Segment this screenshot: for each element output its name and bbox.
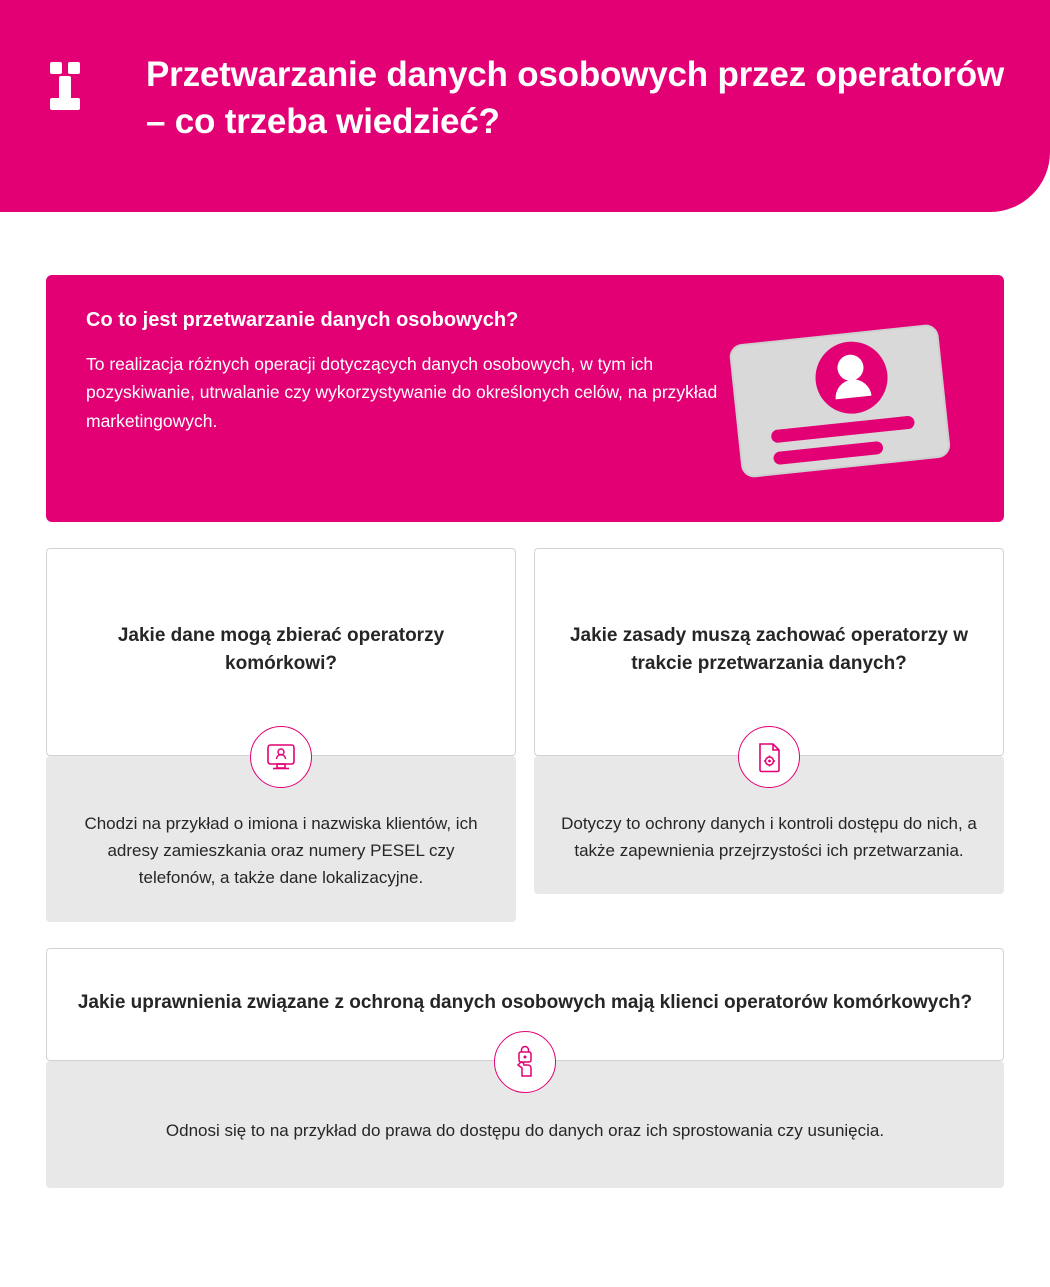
card-question-1 xyxy=(46,548,516,756)
page-header xyxy=(0,0,1050,212)
t-mobile-logo-icon xyxy=(46,56,124,116)
card-answer-1 xyxy=(46,756,516,922)
document-gear-icon xyxy=(738,726,800,788)
hero-title: Co to jest przetwarzanie danych osobowych? xyxy=(86,309,519,331)
monitor-user-data-icon xyxy=(250,726,312,788)
id-card-person-illustration-icon xyxy=(724,317,956,492)
hero-body: To realizacja różnych operacji dotyczących danych osobowych, w tym ich pozyskiwanie, utrwalanie czy wykorzystywanie do określonych celów, na przykład marketingowych. xyxy=(86,354,718,431)
card-question-text-2: Jakie zasady muszą zachować operatorzy w trakcie przetwarzania danych? xyxy=(569,625,969,674)
hero-text-block xyxy=(86,309,724,435)
cards-row xyxy=(46,548,1004,922)
card-block-2 xyxy=(534,548,1004,922)
card-question-text-1: Jakie dane mogą zbierać operatorzy komórkowi? xyxy=(117,625,445,674)
bottom-card-answer xyxy=(46,1061,1004,1188)
card-question-2 xyxy=(534,548,1004,756)
hero-panel xyxy=(46,275,1004,522)
hand-lock-icon xyxy=(494,1031,556,1093)
bottom-card-question-text: Jakie uprawnienia związane z ochroną danych osobowych mają klienci operatorów komórkowych? xyxy=(77,991,973,1013)
card-answer-text-1: Chodzi na przykład o imiona i nazwiska klientów, ich adresy zamieszkania oraz numery PESEL czy telefonów, a także dane lokalizacyjne. xyxy=(84,814,478,888)
card-block-1 xyxy=(46,548,516,922)
card-answer-text-2: Dotyczy to ochrony danych i kontroli dostępu do nich, a także zapewnienia przejrzystości ich przetwarzania. xyxy=(561,814,977,861)
bottom-card-answer-text: Odnosi się to na przykład do prawa do dostępu do danych oraz ich sprostowania czy usunięcia. xyxy=(165,1121,885,1141)
page-title: Przetwarzanie danych osobowych przez operatorów – co trzeba wiedzieć? xyxy=(146,55,1005,141)
bottom-card-block xyxy=(46,948,1004,1189)
card-answer-2 xyxy=(534,756,1004,894)
